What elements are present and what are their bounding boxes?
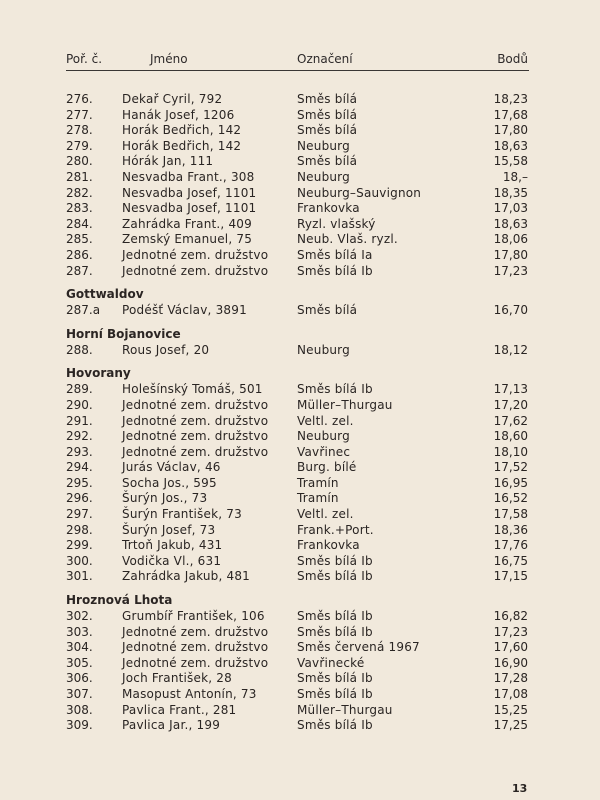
entry-points: 17,68 <box>493 107 528 122</box>
entry-points: 18,06 <box>493 232 528 247</box>
entry-label: Směs bílá Ib <box>297 553 373 568</box>
entry-name: Nesvadba Frant., 308 <box>122 169 255 184</box>
table-row <box>0 491 600 507</box>
entry-name: Jednotné zem. družstvo <box>122 413 269 428</box>
entry-name: Šurýn Josef, 73 <box>122 522 216 537</box>
entry-number: 305. <box>66 655 93 670</box>
entry-label: Veltl. zel. <box>297 413 354 428</box>
entry-number: 284. <box>66 216 93 231</box>
entry-name: Jednotné zem. družstvo <box>122 655 269 670</box>
entry-name: Joch František, 28 <box>122 671 232 686</box>
table-row <box>0 92 600 108</box>
entry-name: Pavlica Frant., 281 <box>122 702 237 717</box>
entry-name: Trtoň Jakub, 431 <box>122 538 223 553</box>
table-row <box>0 507 600 523</box>
entry-points: 16,52 <box>493 491 528 506</box>
entry-label: Směs bílá Ib <box>297 687 373 701</box>
entry-points: 17,80 <box>493 247 528 262</box>
entry-number: 283. <box>66 201 93 216</box>
entry-name: Nesvadba Josef, 1101 <box>122 185 257 200</box>
entry-points: 18,60 <box>493 429 528 444</box>
entry-label: Vavřinecké <box>297 655 365 670</box>
entry-number: 295. <box>66 475 93 490</box>
table-row <box>0 343 600 359</box>
entry-number: 299. <box>66 538 93 553</box>
entry-number: 307. <box>66 687 93 701</box>
table-row <box>0 703 600 719</box>
entry-number: 294. <box>66 460 93 475</box>
table-row <box>0 640 600 656</box>
entry-name: Horák Bedřich, 142 <box>122 123 242 138</box>
entry-points: 17,76 <box>493 538 528 553</box>
entry-label: Směs bílá <box>297 92 358 106</box>
entry-label: Veltl. zel. <box>297 507 354 522</box>
table-row <box>0 414 600 430</box>
entry-label: Neuburg <box>297 342 350 357</box>
entry-label: Směs červená 1967 <box>297 640 420 655</box>
entry-number: 290. <box>66 397 93 412</box>
entry-points: 15,58 <box>493 154 528 169</box>
entry-points: 17,60 <box>493 640 528 655</box>
entry-label: Burg. bílé <box>297 460 357 475</box>
table-row <box>0 154 600 170</box>
entry-number: 291. <box>66 413 93 428</box>
entry-points: 17,58 <box>493 507 528 522</box>
entry-points: 18,23 <box>493 92 528 106</box>
entry-number: 280. <box>66 154 93 169</box>
entry-name: Jednotné zem. družstvo <box>122 429 269 444</box>
table-row <box>0 108 600 124</box>
entry-label: Směs bílá Ib <box>297 569 373 584</box>
header-name: Jméno <box>150 52 188 66</box>
entry-number: 309. <box>66 718 93 733</box>
table-row <box>0 264 600 280</box>
entry-name: Dekař Cyril, 792 <box>122 92 223 106</box>
entry-name: Zahrádka Jakub, 481 <box>122 569 251 584</box>
entry-points: 16,70 <box>493 303 528 318</box>
entry-number: 293. <box>66 444 93 459</box>
entry-number: 286. <box>66 247 93 262</box>
entry-label: Müller–Thurgau <box>297 702 393 717</box>
header-divider <box>66 70 529 71</box>
entry-number: 304. <box>66 640 93 655</box>
entry-label: Neuburg–Sauvignon <box>297 185 422 200</box>
section-heading: Hroznová Lhota <box>66 593 173 608</box>
entry-name: Jednotné zem. družstvo <box>122 397 269 412</box>
entry-label: Tramín <box>297 475 339 490</box>
table-row <box>0 609 600 625</box>
table-row <box>0 445 600 461</box>
entry-number: 288. <box>66 342 93 357</box>
table-header <box>0 52 600 70</box>
entry-label: Neub. Vlaš. ryzl. <box>297 232 398 247</box>
table-row <box>0 460 600 476</box>
entry-number: 292. <box>66 429 93 444</box>
table-row <box>0 382 600 398</box>
entry-label: Směs bílá Ib <box>297 609 373 624</box>
table-row <box>0 201 600 217</box>
entry-number: 296. <box>66 491 93 506</box>
entry-points: 18,63 <box>493 216 528 231</box>
entry-name: Nesvadba Josef, 1101 <box>122 201 257 216</box>
entry-name: Horák Bedřich, 142 <box>122 138 242 153</box>
entry-points: 17,62 <box>493 413 528 428</box>
entry-points: 17,28 <box>493 671 528 686</box>
entry-label: Směs bílá <box>297 303 358 318</box>
table-row <box>0 170 600 186</box>
table-row <box>0 139 600 155</box>
table-row <box>0 248 600 264</box>
entry-name: Hórák Jan, 111 <box>122 154 214 169</box>
entry-name: Vodička Vl., 631 <box>122 553 222 568</box>
entry-name: Šurýn František, 73 <box>122 507 242 522</box>
entry-number: 287.a <box>66 303 101 318</box>
table-row <box>0 625 600 641</box>
entry-number: 297. <box>66 507 93 522</box>
entry-points: 17,20 <box>493 397 528 412</box>
entry-points: 17,23 <box>493 263 528 278</box>
page-number: 13 <box>512 782 528 795</box>
entry-points: 16,95 <box>493 475 528 490</box>
entry-number: 277. <box>66 107 93 122</box>
entry-points: 16,82 <box>493 609 528 624</box>
section-heading: Hovorany <box>66 366 131 381</box>
entry-label: Směs bílá Ib <box>297 624 373 639</box>
entry-label: Směs bílá Ib <box>297 718 373 733</box>
entry-label: Neuburg <box>297 169 350 184</box>
entry-points: 17,03 <box>493 201 528 216</box>
entry-label: Tramín <box>297 491 339 506</box>
table-row <box>0 123 600 139</box>
entry-name: Zahrádka Frant., 409 <box>122 216 252 231</box>
entry-name: Socha Jos., 595 <box>122 475 217 490</box>
entry-number: 285. <box>66 232 93 247</box>
entry-label: Neuburg <box>297 429 350 444</box>
entry-label: Frankovka <box>297 538 360 553</box>
entry-name: Jurás Václav, 46 <box>122 460 221 475</box>
entry-label: Frankovka <box>297 201 360 216</box>
entry-points: 17,52 <box>493 460 528 475</box>
entry-label: Neuburg <box>297 138 350 153</box>
entry-points: 18,10 <box>493 444 528 459</box>
entry-points: 17,13 <box>493 382 528 397</box>
entry-points: 17,23 <box>493 624 528 639</box>
entry-number: 287. <box>66 263 93 278</box>
entry-name: Jednotné zem. družstvo <box>122 624 269 639</box>
section-heading: Horní Bojanovice <box>66 326 181 341</box>
entry-label: Směs bílá Ib <box>297 263 373 278</box>
entry-points: 16,75 <box>493 553 528 568</box>
header-number: Poř. č. <box>66 52 103 66</box>
entry-points: 17,08 <box>493 687 528 701</box>
entry-name: Jednotné zem. družstvo <box>122 263 269 278</box>
entry-points: 18,63 <box>493 138 528 153</box>
entry-number: 300. <box>66 553 93 568</box>
entry-number: 301. <box>66 569 93 584</box>
entry-name: Jednotné zem. družstvo <box>122 247 269 262</box>
entry-label: Směs bílá Ia <box>297 247 373 262</box>
entry-number: 278. <box>66 123 93 138</box>
entry-label: Ryzl. vlašský <box>297 216 376 231</box>
table-row <box>0 429 600 445</box>
table-row <box>0 523 600 539</box>
entry-name: Zemský Emanuel, 75 <box>122 232 253 247</box>
entry-number: 308. <box>66 702 93 717</box>
entry-number: 298. <box>66 522 93 537</box>
entry-label: Směs bílá <box>297 123 358 138</box>
entry-points: 17,15 <box>493 569 528 584</box>
entry-points: 18,– <box>502 169 528 184</box>
table-row <box>0 538 600 554</box>
entry-number: 279. <box>66 138 93 153</box>
entry-label: Frank.+Port. <box>297 522 374 537</box>
entry-points: 15,25 <box>493 702 528 717</box>
entry-label: Směs bílá <box>297 154 358 169</box>
table-row <box>0 186 600 202</box>
entry-number: 303. <box>66 624 93 639</box>
table-row <box>0 303 600 319</box>
entry-name: Hanák Josef, 1206 <box>122 107 235 122</box>
entry-label: Vavřinec <box>297 444 351 459</box>
table-row <box>0 398 600 414</box>
entry-number: 302. <box>66 609 93 624</box>
entry-name: Masopust Antonín, 73 <box>122 687 257 701</box>
table-row <box>0 232 600 248</box>
entry-name: Jednotné zem. družstvo <box>122 640 269 655</box>
entry-name: Rous Josef, 20 <box>122 342 210 357</box>
entry-points: 17,80 <box>493 123 528 138</box>
entry-label: Směs bílá Ib <box>297 671 373 686</box>
entry-points: 18,36 <box>493 522 528 537</box>
entry-name: Holešínský Tomáš, 501 <box>122 382 263 397</box>
entry-points: 18,35 <box>493 185 528 200</box>
results-table <box>0 92 600 734</box>
entry-points: 18,12 <box>493 342 528 357</box>
entry-points: 17,25 <box>493 718 528 733</box>
entry-number: 282. <box>66 185 93 200</box>
entry-number: 289. <box>66 382 93 397</box>
entry-name: Pavlica Jar., 199 <box>122 718 221 733</box>
section-heading: Gottwaldov <box>66 287 144 302</box>
header-label: Označení <box>297 52 353 66</box>
table-row <box>0 569 600 585</box>
entry-name: Grumbíř František, 106 <box>122 609 265 624</box>
entry-points: 16,90 <box>493 655 528 670</box>
table-row <box>0 687 600 703</box>
table-row <box>0 476 600 492</box>
entry-number: 281. <box>66 169 93 184</box>
entry-name: Jednotné zem. družstvo <box>122 444 269 459</box>
entry-number: 276. <box>66 92 93 106</box>
table-row <box>0 671 600 687</box>
table-row <box>0 718 600 734</box>
entry-number: 306. <box>66 671 93 686</box>
entry-name: Šurýn Jos., 73 <box>122 491 208 506</box>
table-row <box>0 554 600 570</box>
entry-name: Podéšť Václav, 3891 <box>122 303 247 318</box>
entry-label: Müller–Thurgau <box>297 397 393 412</box>
entry-label: Směs bílá Ib <box>297 382 373 397</box>
header-points: Bodů <box>497 52 528 66</box>
entry-label: Směs bílá <box>297 107 358 122</box>
table-row <box>0 217 600 233</box>
table-row <box>0 656 600 672</box>
